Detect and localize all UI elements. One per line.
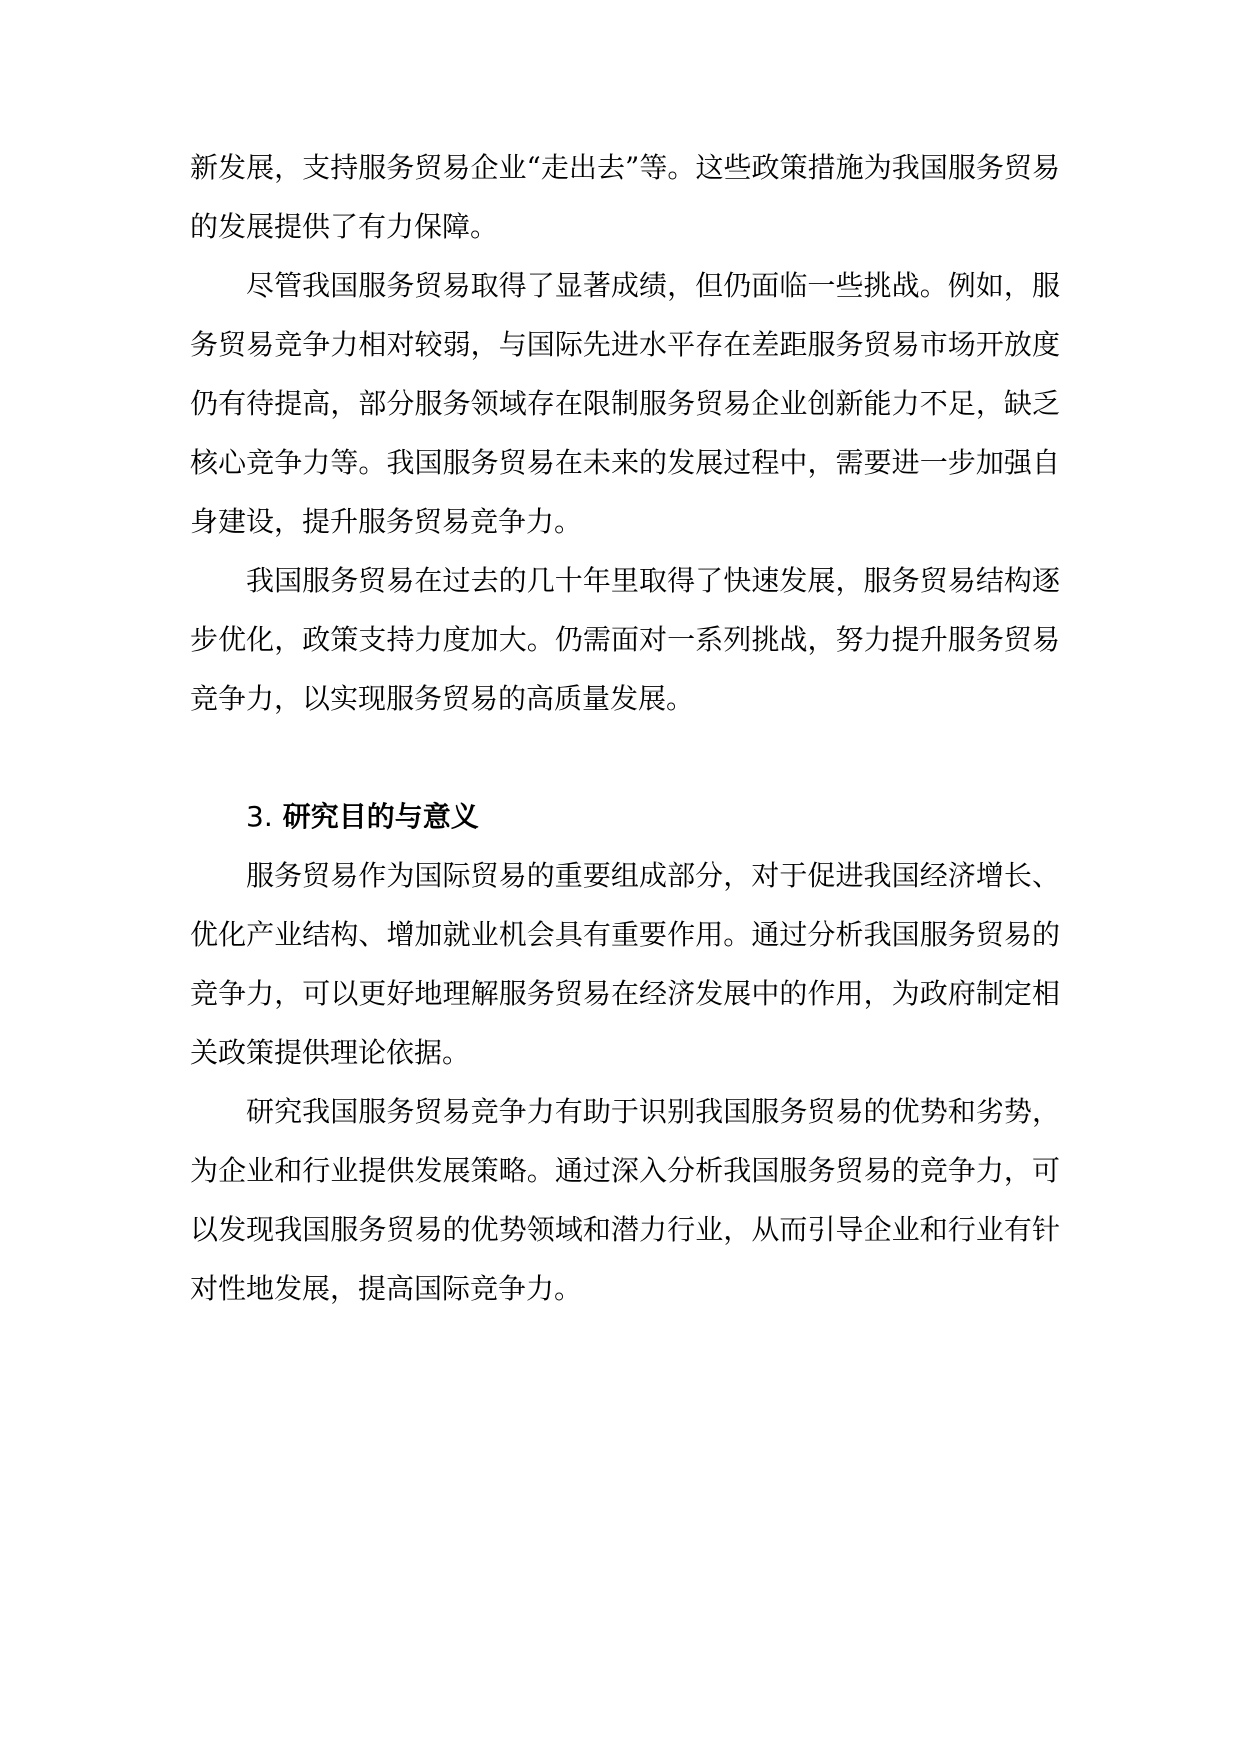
document-body [190, 138, 1060, 1318]
paragraph-summary: 我国服务贸易在过去的几十年里取得了快速发展，服务贸易结构逐步优化，政策支持力度加大。仍需面对一系列挑战，努力提升服务贸易竞争力，以实现服务贸易的高质量发展。 [190, 564, 1060, 715]
section-number: 3. [246, 800, 273, 833]
section-heading [190, 787, 1060, 846]
paragraph-purpose-1: 服务贸易作为国际贸易的重要组成部分，对于促进我国经济增长、优化产业结构、增加就业机会具有重要作用。通过分析我国服务贸易的竞争力，可以更好地理解服务贸易在经济发展中的作用，为政府制定相关政策提供理论依据。 [190, 859, 1060, 1069]
paragraph-continuation: 新发展，支持服务贸易企业“走出去”等。这些政策措施为我国服务贸易的发展提供了有力保障。 [190, 151, 1060, 243]
paragraph-challenges: 尽管我国服务贸易取得了显著成绩，但仍面临一些挑战。例如，服务贸易竞争力相对较弱，与国际先进水平存在差距服务贸易市场开放度仍有待提高，部分服务领域存在限制服务贸易企业创新能力不足，缺乏核心竞争力等。我国服务贸易在未来的发展过程中，需要进一步加强自身建设，提升服务贸易竞争力。 [190, 269, 1060, 538]
paragraph-purpose-2: 研究我国服务贸易竞争力有助于识别我国服务贸易的优势和劣势，为企业和行业提供发展策略。通过深入分析我国服务贸易的竞争力，可以发现我国服务贸易的优势领域和潜力行业，从而引导企业和行业有针对性地发展，提高国际竞争力。 [190, 1095, 1060, 1305]
section-title: 研究目的与意义 [282, 800, 479, 833]
